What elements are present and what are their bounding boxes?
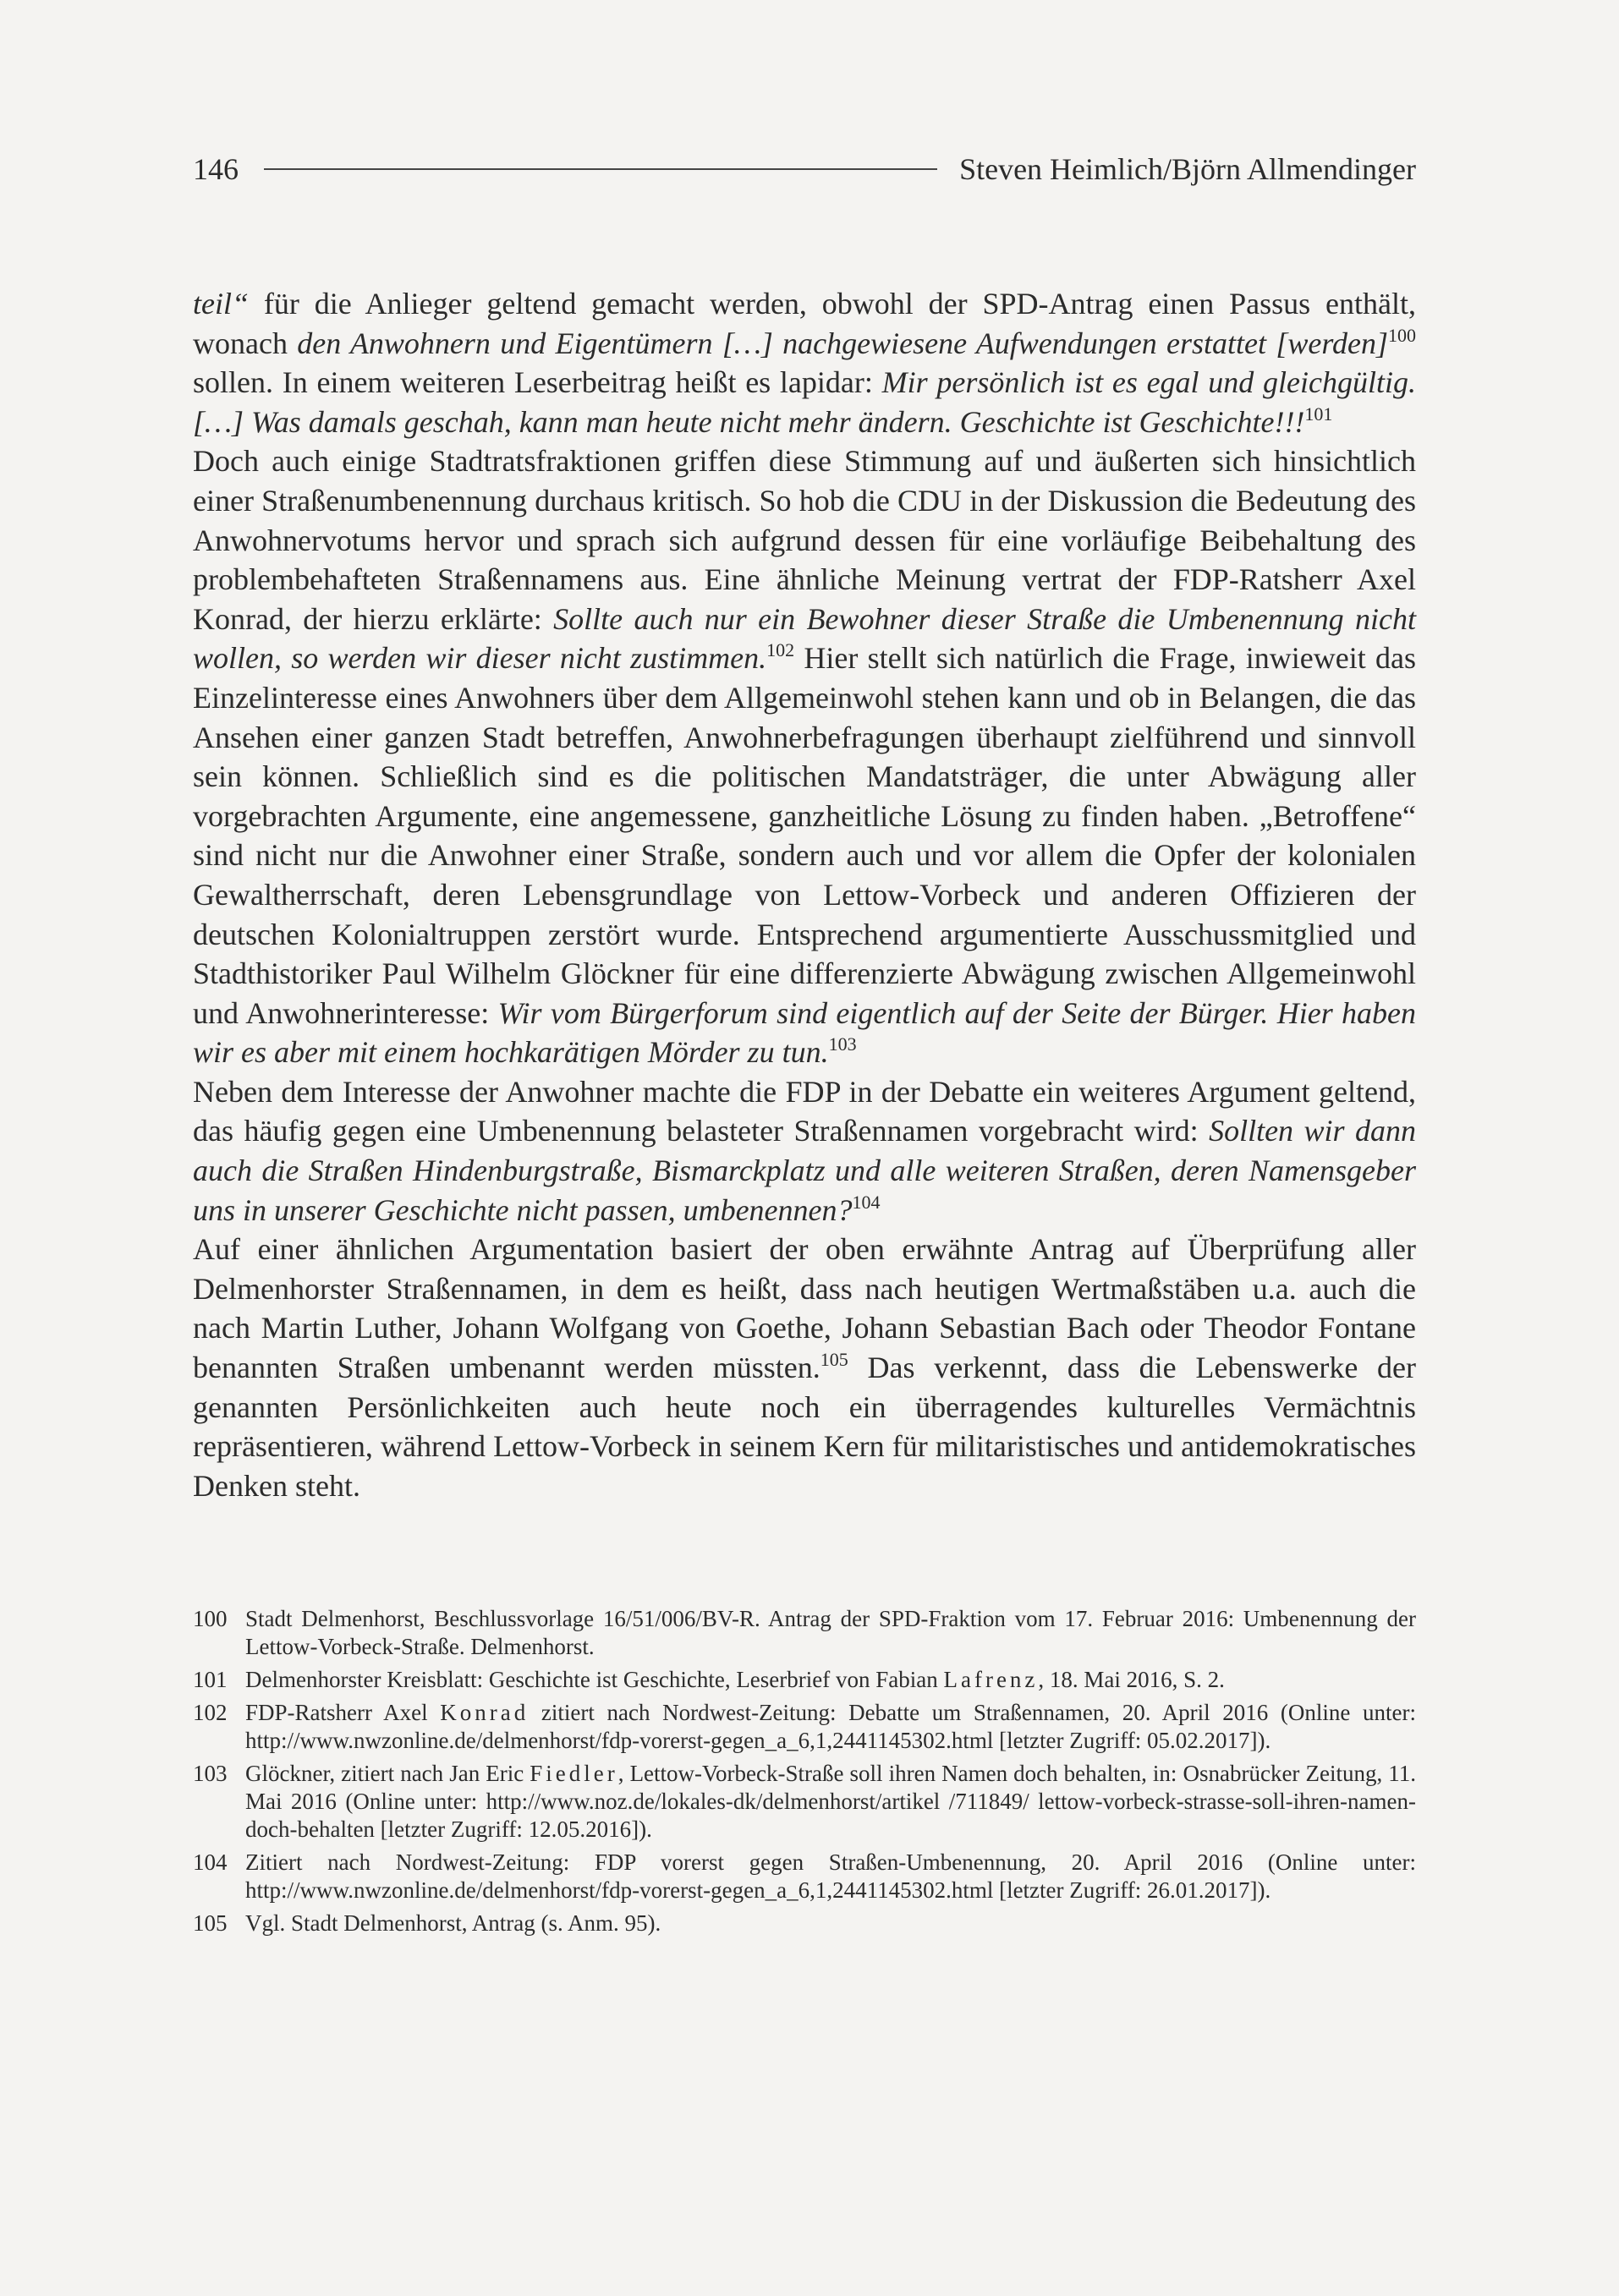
footnote-text-part: zitiert nach Nordwest-Zeitung: Debatte um Straßennamen, 20. April 2016 (Online unter: http://www.nwzonline.de/delmenhorst/fdp-vorerst-gegen_a_6,1,2441145302.html [letzter Zugriff: 05.02.2017]). bbox=[245, 1700, 1417, 1754]
footnote-text bbox=[245, 1910, 1416, 1937]
footnote-number: 105 bbox=[193, 1910, 228, 1937]
quote: Mir persönlich ist es egal und gleichgültig. […] Was damals geschah, kann man heute nicht mehr ändern. Geschichte ist Geschichte!!! bbox=[193, 365, 1417, 439]
header-authors: Steven Heimlich/Björn Allmendinger bbox=[959, 152, 1416, 186]
footnote-text-part: Glöckner, zitiert nach Jan Eric bbox=[245, 1761, 530, 1787]
footnote-ref-100[interactable]: 100 bbox=[1388, 324, 1416, 346]
footnote-text bbox=[245, 1699, 1416, 1755]
footnote-text-part: Zitiert nach Nordwest-Zeitung: FDP vorerst gegen Straßen-Umbenennung, 20. April 2016 (Online unter: http://www.nwzonline.de/delmenhorst/fdp-vorerst-gegen_a_6,1,2441145302.html [letzter Zugriff: 26.01.2017]). bbox=[245, 1849, 1416, 1904]
text: Doch auch einige Stadtratsfraktionen griffen diese Stimmung auf und äußerten sich hinsichtlich einer Straßenumbenennung durchaus kritisch. So hob die CDU in der Diskussion die Bedeutung des Anwohnervotums hervor und sprach sich aufgrund dessen für eine vorläufige Beibehaltung des problembehafteten Straßennamens aus. Eine ähnliche Meinung vertrat der FDP-Ratsherr Axel Konrad, der hierzu erklärte: bbox=[193, 444, 1416, 636]
author-name: Fiedler bbox=[530, 1761, 618, 1787]
footnote-number: 101 bbox=[193, 1667, 228, 1693]
quote: Sollte auch nur ein Bewohner dieser Straße die Umbenennung nicht wollen, so werden wir dieser nicht zustimmen. bbox=[193, 601, 1417, 676]
text: Hier stellt sich natürlich die Frage, inwieweit das Einzelinteresse eines Anwohners über dem Allgemeinwohl stehen kann und ob in Belangen, die das Ansehen einer ganzen Stadt betreffen, Anwohnerbefragungen überhaupt zielführend und sinnvoll sein können. Schließlich sind es die politischen Mandatsträger, die unter Abwägung aller vorgebrachten Argumente, eine angemessene, ganzheitliche Lösung zu finden haben. „Betroffene“ sind nicht nur die Anwohner einer Straße, sondern auch und vor allem die Opfer der kolonialen Gewaltherrschaft, deren Lebensgrundlage von Lettow-Vorbeck und anderen Offizieren der deutschen Kolonialtruppen zerstört wurde. Entsprechend argumentierte Ausschussmitglied und Stadthistoriker Paul Wilhelm Glöckner für eine differenzierte Abwägung zwischen Allgemeinwohl und Anwohnerinteresse: bbox=[193, 641, 1416, 1030]
footnote-ref-102[interactable]: 102 bbox=[766, 639, 795, 661]
footnote-text-part: , 18. Mai 2016, S. 2. bbox=[1038, 1667, 1225, 1693]
footnote-ref-104[interactable]: 104 bbox=[852, 1191, 881, 1213]
footnote-text-part: , Lettow-Vorbeck-Straße soll ihren Namen doch behalten, in: Osnabrücker Zeitung, 11. Mai 2016 (Online unter: http://www.noz.de/lokales-dk/delmenhorst/artikel /711849/ lettow-vorbeck-strasse-soll-ihren-namen-doch-behalten [letzter Zugriff: 12.05.2016]). bbox=[245, 1761, 1416, 1843]
footnote-104 bbox=[193, 1849, 1416, 1904]
footnote-number: 102 bbox=[193, 1700, 228, 1726]
author-name: Konrad bbox=[440, 1700, 530, 1726]
text: sollen. In einem weiteren Leserbeitrag heißt es lapidar: bbox=[193, 365, 882, 400]
footnote-text bbox=[245, 1605, 1416, 1661]
text: für die Anlieger geltend gemacht werden, obwohl der SPD-Antrag einen Passus enthält, wonach bbox=[193, 287, 1416, 360]
footnote-number: 104 bbox=[193, 1849, 228, 1876]
author-name: Lafrenz bbox=[943, 1667, 1039, 1693]
text: Auf einer ähnlichen Argumentation basiert der oben erwähnte Antrag auf Überprüfung aller Delmenhorster Straßennamen, in dem es heißt, dass nach heutigen Wertmaßstäben u.a. auch die nach Martin Luther, Johann Wolfgang von Goethe, Johann Sebastian Bach oder Theodor Fontane benannten Straßen umbenannt werden müssten. bbox=[193, 1232, 1416, 1385]
footnote-101 bbox=[193, 1666, 1416, 1694]
main-text bbox=[193, 284, 1416, 1505]
footnote-text-part: FDP-Ratsherr Axel bbox=[245, 1700, 441, 1726]
footnote-105 bbox=[193, 1910, 1416, 1937]
footnote-text bbox=[245, 1760, 1416, 1844]
header-rule bbox=[264, 168, 937, 170]
footnote-number: 103 bbox=[193, 1761, 228, 1787]
footnote-ref-103[interactable]: 103 bbox=[828, 1033, 857, 1055]
paragraph-1 bbox=[193, 284, 1416, 441]
quote: den Anwohnern und Eigentümern […] nachgewiesene Aufwendungen erstattet [werden] bbox=[297, 326, 1388, 360]
quote: Sollten wir dann auch die Straßen Hindenburgstraße, Bismarckplatz und alle weiteren Straßen, deren Namensgeber uns in unserer Geschichte nicht passen, umbenennen? bbox=[193, 1114, 1416, 1227]
footnote-102 bbox=[193, 1699, 1416, 1755]
paragraph-2 bbox=[193, 441, 1416, 1072]
quote: Wir vom Bürgerforum sind eigentlich auf der Seite der Bürger. Hier haben wir es aber mit einem hochkarätigen Mörder zu tun. bbox=[193, 995, 1416, 1070]
footnote-text-part: Stadt Delmenhorst, Beschlussvorlage 16/51/006/BV-R. Antrag der SPD-Fraktion vom 17. Februar 2016: Umbenennung der Lettow-Vorbeck-Straße. Delmenhorst. bbox=[245, 1606, 1416, 1660]
footnote-ref-105[interactable]: 105 bbox=[820, 1349, 848, 1371]
footnote-number: 100 bbox=[193, 1606, 228, 1632]
footnote-text-part: Vgl. Stadt Delmenhorst, Antrag (s. Anm. 95). bbox=[245, 1910, 661, 1937]
footnote-text-part: Delmenhorster Kreisblatt: Geschichte ist Geschichte, Leserbrief von Fabian bbox=[245, 1667, 944, 1693]
text: Neben dem Interesse der Anwohner machte die FDP in der Debatte ein weiteres Argument geltend, das häufig gegen eine Umbenennung belasteter Straßennamen vorgebracht wird: bbox=[193, 1074, 1416, 1148]
running-header bbox=[193, 149, 1416, 189]
footnotes bbox=[193, 1605, 1416, 1937]
footnote-100 bbox=[193, 1605, 1416, 1661]
text: Das verkennt, dass die Lebenswerke der genannten Persönlichkeiten auch heute noch ein überragendes kulturelles Vermächtnis repräsentieren, während Lettow-Vorbeck in seinem Kern für militaristisches und antidemokratisches Denken steht. bbox=[193, 1351, 1417, 1503]
footnote-text bbox=[245, 1666, 1416, 1694]
paragraph-3 bbox=[193, 1072, 1416, 1230]
page-number: 146 bbox=[193, 152, 239, 186]
paragraph-4 bbox=[193, 1230, 1416, 1505]
footnote-103 bbox=[193, 1760, 1416, 1844]
footnote-text bbox=[245, 1849, 1416, 1904]
footnote-ref-101[interactable]: 101 bbox=[1304, 403, 1333, 425]
quote: teil“ bbox=[193, 287, 250, 321]
